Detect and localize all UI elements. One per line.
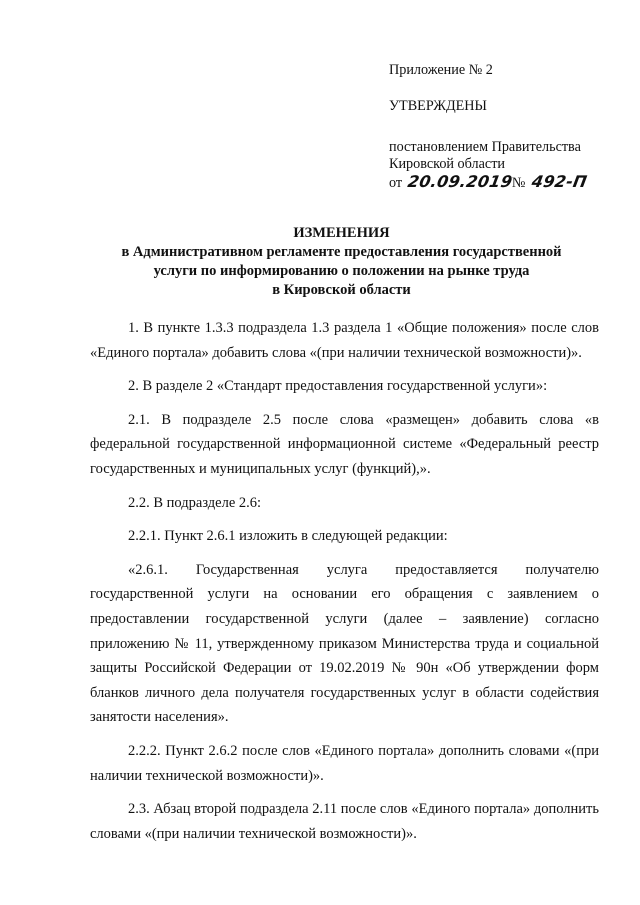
handwritten-date: 20.09.2019 (405, 172, 514, 191)
title-line-2: в Административном регламенте предоставления государственной (121, 244, 562, 260)
date-number-line (389, 173, 629, 192)
approved-label: УТВЕРЖДЕНЫ (389, 98, 487, 114)
paragraph-2-6-1-text: «2.6.1. Государственная услуга предоставляется получателю государственной услуги на основании его обращения с заявлением о предоставлении государственной услуги (далее – заявление) согласно приложению № 11, утвержденному приказом Министерства труда и социальной защиты Российской Федерации от 19.02.2019 № 90н «Об утверждении форм бланков личного дела получателя государственных услуг в области содействия занятости населения». (90, 561, 599, 726)
appendix-label: Приложение № 2 (389, 62, 493, 78)
paragraph-1: 1. В пункте 1.3.3 подраздела 1.3 раздела 1 «Общие положения» после слов «Единого портала» добавить слова «(при наличии технической возможности)». (90, 320, 599, 361)
date-prefix: от (389, 175, 403, 191)
paragraph-2-2-1: 2.2.1. Пункт 2.6.1 изложить в следующей редакции: (128, 528, 448, 545)
paragraph-2-3: 2.3. Абзац второй подраздела 2.11 после слов «Единого портала» дополнить словами «(при наличии технической возможности)». (90, 801, 599, 842)
paragraph-2-2: 2.2. В подразделе 2.6: (128, 494, 262, 511)
paragraph-2-1: 2.1. В подразделе 2.5 после слова «размещен» добавить слова «в федеральной государственной информационной системе «Федеральный реестр государственных и муниципальных услуг (функций),». (90, 411, 599, 477)
approval-block (389, 62, 629, 192)
issuer-line-2: Кировской области (389, 156, 505, 172)
issuer-line-1: постановлением Правительства (389, 139, 581, 155)
document-body (90, 316, 599, 855)
number-sign: № (511, 175, 526, 191)
title-line-1: ИЗМЕНЕНИЯ (293, 225, 390, 241)
paragraph-2-2-2: 2.2.2. Пункт 2.6.2 после слов «Единого портала» дополнить словами «(при наличии технической возможности)». (90, 742, 599, 784)
title-line-4: в Кировской области (272, 282, 411, 298)
document-title (84, 224, 599, 300)
title-line-3: услуги по информированию о положении на рынке труда (153, 263, 530, 279)
paragraph-2: 2. В разделе 2 «Стандарт предоставления государственной услуги»: (128, 378, 548, 395)
handwritten-number: 492-П (530, 172, 589, 191)
